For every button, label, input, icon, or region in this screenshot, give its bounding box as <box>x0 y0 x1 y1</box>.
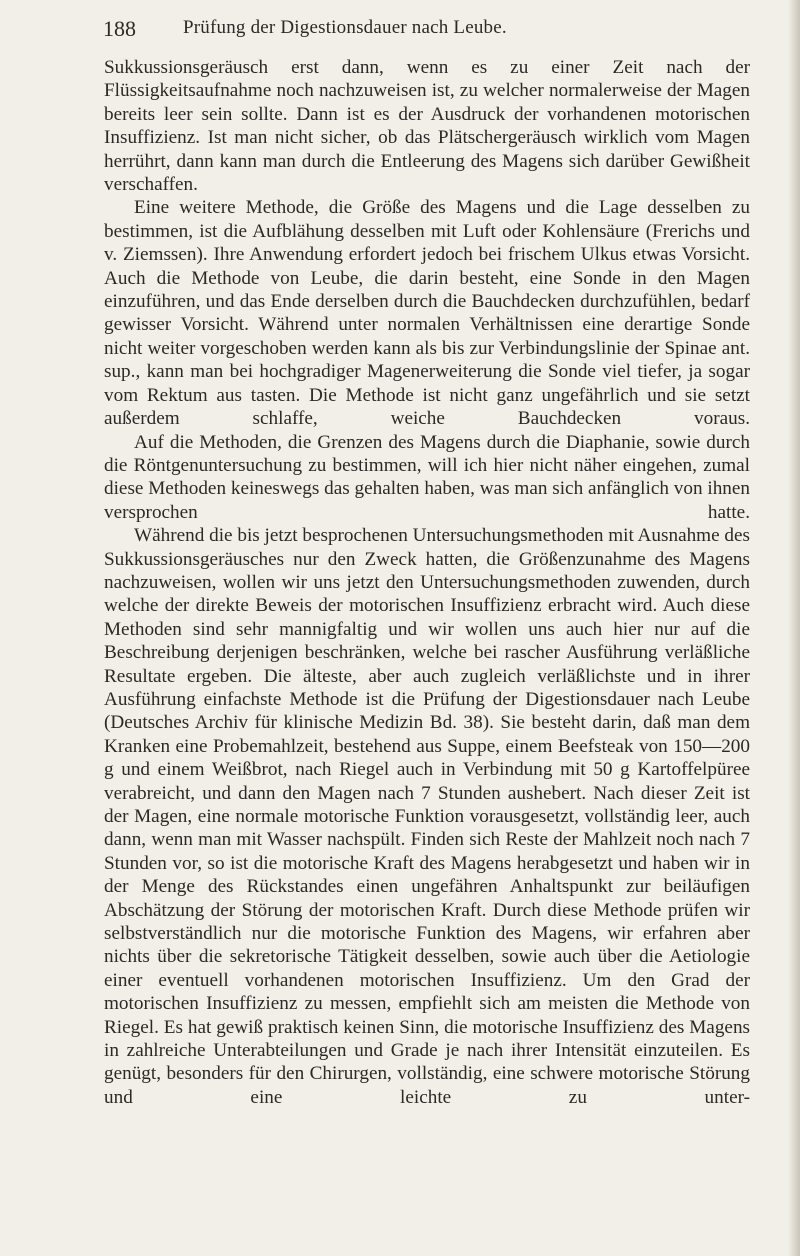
running-title: Prüfung der Digestionsdauer nach Leube. <box>183 17 507 38</box>
page-edge-shadow <box>788 0 800 1256</box>
paragraph-3: Auf die Methoden, die Grenzen des Magens durch die Diaphanie, sowie durch die Röntgenuntersuchung zu bestimmen, will ich hier nicht näher eingehen, zumal diese Methoden keineswegs das gehalten haben, was man sich anfänglich von ihnen versprochen hatte. <box>104 431 750 523</box>
paragraph-4: Während die bis jetzt besprochenen Untersuchungsmethoden mit Ausnahme des Sukkussionsgeräusches nur den Zweck hatten, die Größenzunahme des Magens nachzuweisen, wollen wir uns jetzt den Untersuchungsmethoden zuwenden, durch welche der direkte Beweis der motorischen Insuffizienz erbracht wird. Auch diese Methoden sind sehr mannigfaltig und wir wollen uns auch hier nur auf die Beschreibung derjenigen beschränken, welche bei rascher Ausführung verläßliche Resultate ergeben. Die älteste, aber auch zugleich verläßlichste und in ihrer Ausführung einfachste Methode ist die Prüfung der Digestionsdauer nach Leube (Deutsches Archiv für klinische Medizin Bd. 38). Sie besteht darin, daß man dem Kranken eine Probemahlzeit, bestehend aus Suppe, einem Beefsteak von 150—200 g und einem Weißbrot, nach Riegel auch in Verbindung mit 50 g Kartoffelpüree verabreicht, und dann den Magen nach 7 Stunden aushebert. Nach dieser Zeit ist der Magen, eine normale motorische Funktion vorausgesetzt, vollständig leer, auch dann, wenn man mit Wasser nachspült. Finden sich Reste der Mahlzeit noch nach 7 Stunden vor, so ist die motorische Kraft des Magens herabgesetzt und haben wir in der Menge des Rückstandes einen ungefähren Anhaltspunkt zur beiläufigen Abschätzung der Störung der motorischen Kraft. Durch diese Methode prüfen wir selbstverständlich nur die motorische Funktion des Magens, wir erfahren aber nichts über die sekretorische Tätigkeit desselben, sowie auch über die Aetiologie einer eventuell vorhandenen motorischen Insuffizienz. Um den Grad der motorischen Insuffizienz zu messen, empfiehlt sich am meisten die Methode von Riegel. Es hat gewiß praktisch keinen Sinn, die motorische Insuffizienz des Magens in zahlreiche Unterabteilungen und Grade je nach ihrer Intensität einzuteilen. Es genügt, besonders für den Chirurgen, vollständig, eine schwere motorische Störung und eine leichte zu unter- <box>104 525 750 1108</box>
paragraph-1: Sukkussionsgeräusch erst dann, wenn es zu einer Zeit nach der Flüssigkeitsaufnahme noch nachzuweisen ist, zu welcher normalerweise der Magen bereits leer sein sollte. Dann ist es der Ausdruck der vorhandenen motorischen Insuffizienz. Ist man nicht sicher, ob das Plätschergeräusch wirklich vom Magen herrührt, dann kann man durch die Entleerung des Magens sich darüber Gewißheit verschaffen. <box>104 57 750 196</box>
page-number: 188 <box>103 16 136 41</box>
paragraph-2: Eine weitere Methode, die Größe des Magens und die Lage desselben zu bestimmen, ist die Aufblähung desselben mit Luft oder Kohlensäure (Frerichs und v. Ziemssen). Ihre Anwendung erfordert jedoch bei frischem Ulkus etwas Vorsicht. Auch die Methode von Leube, die darin besteht, eine Sonde in den Magen einzuführen, und das Ende derselben durch die Bauchdecken durchzufühlen, bedarf gewisser Vorsicht. Während unter normalen Verhältnissen eine derartige Sonde nicht weiter vorgeschoben werden kann als bis zur Verbindungslinie der Spinae ant. sup., kann man bei hochgradiger Magenerweiterung die Sonde viel tiefer, ja sogar vom Rektum aus tasten. Die Methode ist nicht ganz ungefährlich und sie setzt außerdem schlaffe, weiche Bauchdecken voraus. <box>104 197 750 430</box>
body-text <box>104 56 750 1109</box>
running-head <box>103 16 754 46</box>
